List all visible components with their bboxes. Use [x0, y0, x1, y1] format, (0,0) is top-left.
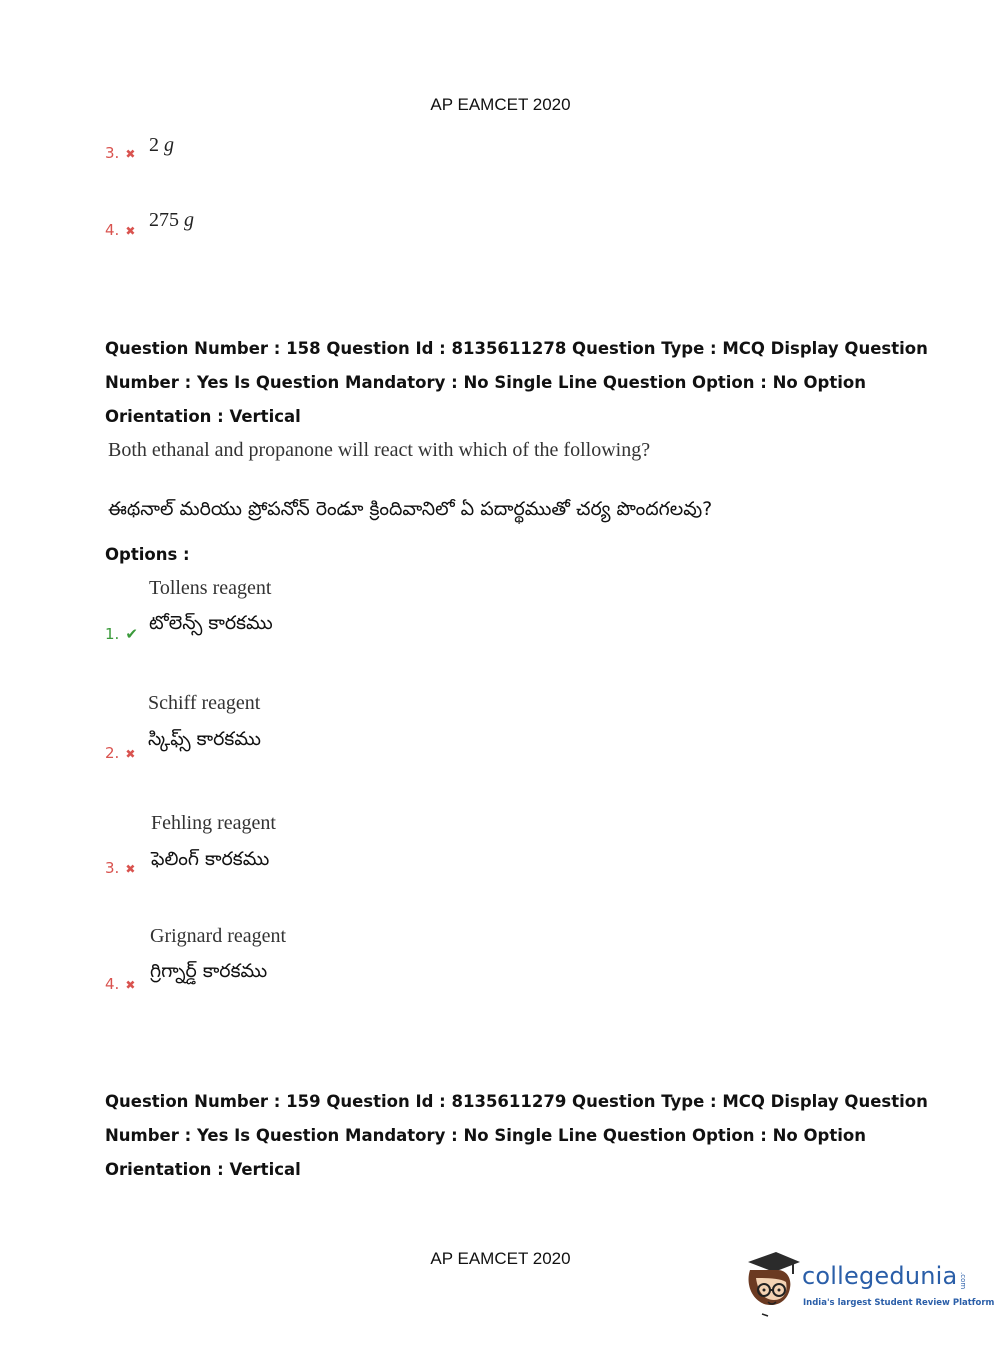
option-2-english: Schiff reagent	[148, 692, 261, 714]
option-4-english: Grignard reagent	[150, 925, 287, 947]
meta-line: Number : Yes Is Question Mandatory : No Single Line Question Option : No Option	[105, 1126, 866, 1145]
option-number: 4.	[105, 221, 120, 239]
meta-line: Number : Yes Is Question Mandatory : No Single Line Question Option : No Option	[105, 373, 866, 392]
cross-icon: ✖	[125, 147, 136, 161]
meta-line: Question Number : 158 Question Id : 8135611278 Question Type : MCQ Display Question	[105, 339, 928, 358]
option-1-telugu: టోలెన్స్ కారకము	[149, 612, 273, 634]
question-text-telugu: ఈథనాల్ మరియు ప్రోపనోన్ రెండూ క్రిందివానిలో ఏ పదార్థముతో చర్య పొందగలవు?	[108, 498, 713, 520]
cross-icon: ✖	[125, 978, 136, 992]
check-icon: ✔	[125, 626, 138, 643]
option-3-value	[149, 134, 174, 157]
logo-name: collegedunia	[802, 1262, 958, 1290]
option-number: 4.	[105, 975, 120, 993]
option-number: 3.	[105, 144, 120, 162]
collegedunia-logo[interactable]	[742, 1248, 995, 1318]
option-2-marker	[105, 744, 135, 763]
option-4-marker	[105, 975, 135, 994]
meta-line: Orientation : Vertical	[105, 407, 301, 426]
option-3-english: Fehling reagent	[151, 812, 276, 834]
logo-com: .com	[959, 1272, 967, 1290]
question-text-english: Both ethanal and propanone will react with which of the following?	[108, 439, 651, 461]
option-number: 2.	[105, 744, 120, 762]
option-unit: g	[184, 209, 194, 231]
option-4-telugu: గ్రిగ్నార్డ్ కారకము	[150, 960, 268, 982]
option-value: 2	[149, 134, 159, 156]
page-header-title: AP EAMCET 2020	[430, 95, 571, 114]
mascot-icon	[742, 1248, 802, 1318]
cross-icon: ✖	[125, 224, 136, 238]
option-number: 3.	[105, 859, 120, 877]
option-number: 1.	[105, 625, 120, 643]
question-158-meta	[105, 332, 928, 434]
question-159-meta	[105, 1085, 928, 1187]
cross-icon: ✖	[125, 862, 136, 876]
meta-line: Orientation : Vertical	[105, 1160, 301, 1179]
logo-tagline: India's largest Student Review Platform	[803, 1298, 995, 1308]
option-4-value	[149, 209, 194, 232]
options-label: Options :	[105, 545, 190, 564]
option-3-telugu: ఫెలింగ్ కారకము	[151, 848, 270, 870]
option-1-english: Tollens reagent	[149, 577, 272, 599]
option-2-telugu: స్కిఫ్స్ కారకము	[148, 728, 261, 750]
option-3-marker	[105, 859, 135, 878]
page-footer-title: AP EAMCET 2020	[430, 1249, 571, 1268]
option-4-prev	[105, 221, 135, 240]
meta-line: Question Number : 159 Question Id : 8135611279 Question Type : MCQ Display Question	[105, 1092, 928, 1111]
option-3-prev	[105, 144, 135, 163]
option-value: 275	[149, 209, 179, 231]
option-1-marker	[105, 625, 138, 644]
option-unit: g	[164, 134, 174, 156]
cross-icon: ✖	[125, 747, 136, 761]
